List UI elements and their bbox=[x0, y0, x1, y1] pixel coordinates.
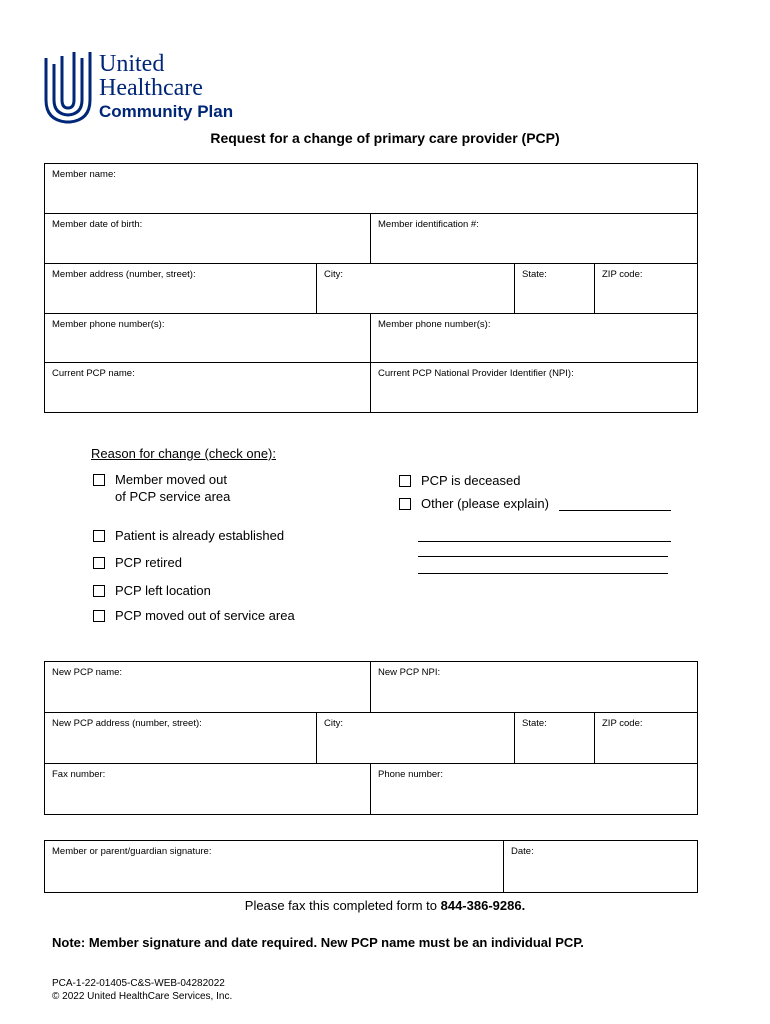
member-city-field[interactable] bbox=[317, 264, 515, 314]
current-pcp-name-label: Current PCP name: bbox=[52, 368, 135, 379]
member-dob-label: Member date of birth: bbox=[52, 219, 143, 230]
date-label: Date: bbox=[511, 846, 534, 857]
member-zip-field[interactable] bbox=[595, 264, 697, 314]
member-address-field[interactable] bbox=[45, 264, 317, 314]
reason-established-label: Patient is already established bbox=[115, 528, 285, 543]
new-pcp-phone-label: Phone number: bbox=[378, 769, 443, 780]
other-explain-line-1[interactable] bbox=[559, 510, 671, 511]
member-state-label: State: bbox=[522, 269, 547, 280]
date-field[interactable] bbox=[504, 841, 697, 892]
reason-deceased-checkbox[interactable] bbox=[399, 472, 521, 489]
footer bbox=[52, 977, 232, 1003]
reason-moved-service-area-checkbox[interactable] bbox=[93, 607, 295, 624]
current-pcp-npi-field[interactable] bbox=[371, 363, 697, 412]
member-phone-label-2: Member phone number(s): bbox=[378, 319, 491, 330]
member-state-field[interactable] bbox=[515, 264, 595, 314]
reason-member-moved-label-1: Member moved out bbox=[115, 472, 227, 487]
checkbox-icon[interactable] bbox=[93, 530, 105, 542]
checkbox-icon[interactable] bbox=[93, 557, 105, 569]
reason-moved-service-area-label: PCP moved out of service area bbox=[115, 608, 295, 623]
member-name-label: Member name: bbox=[52, 169, 116, 180]
fax-instruction bbox=[0, 898, 770, 913]
member-phone-field-2[interactable] bbox=[371, 314, 697, 363]
checkbox-icon[interactable] bbox=[93, 610, 105, 622]
reason-heading: Reason for change (check one): bbox=[91, 446, 276, 461]
new-pcp-npi-label: New PCP NPI: bbox=[378, 667, 441, 678]
member-address-label: Member address (number, street): bbox=[52, 269, 196, 280]
logo-line-healthcare: Healthcare bbox=[99, 75, 203, 101]
new-pcp-table bbox=[44, 661, 698, 815]
reason-established-checkbox[interactable] bbox=[93, 527, 284, 544]
fax-number: 844-386-9286. bbox=[440, 898, 526, 913]
new-pcp-npi-field[interactable] bbox=[371, 662, 697, 713]
reason-retired-checkbox[interactable] bbox=[93, 554, 182, 571]
signature-table bbox=[44, 840, 698, 893]
copyright: © 2022 United HealthCare Services, Inc. bbox=[52, 991, 233, 1002]
new-pcp-name-label: New PCP name: bbox=[52, 667, 123, 678]
reason-deceased-label: PCP is deceased bbox=[421, 473, 521, 488]
checkbox-icon[interactable] bbox=[399, 498, 411, 510]
checkbox-icon[interactable] bbox=[399, 475, 411, 487]
new-pcp-fax-field[interactable] bbox=[45, 764, 371, 814]
new-pcp-city-label: City: bbox=[324, 718, 343, 729]
new-pcp-zip-field[interactable] bbox=[595, 713, 697, 764]
new-pcp-city-field[interactable] bbox=[317, 713, 515, 764]
member-dob-field[interactable] bbox=[45, 214, 371, 264]
member-name-field[interactable] bbox=[45, 164, 697, 214]
fax-instruction-text: Please fax this completed form to bbox=[244, 898, 441, 913]
new-pcp-name-field[interactable] bbox=[45, 662, 371, 713]
reason-other-label: Other (please explain) bbox=[421, 496, 549, 511]
new-pcp-address-label: New PCP address (number, street): bbox=[52, 718, 202, 729]
member-id-label: Member identification #: bbox=[378, 219, 479, 230]
new-pcp-phone-field[interactable] bbox=[371, 764, 697, 814]
other-explain-line-3[interactable] bbox=[418, 556, 668, 557]
checkbox-icon[interactable] bbox=[93, 585, 105, 597]
logo-line-community-plan: Community Plan bbox=[99, 102, 234, 121]
new-pcp-address-field[interactable] bbox=[45, 713, 317, 764]
form-title: Request for a change of primary care provider (PCP) bbox=[210, 130, 560, 146]
member-zip-label: ZIP code: bbox=[602, 269, 643, 280]
reason-other-checkbox[interactable] bbox=[399, 495, 549, 512]
logo-wordmark bbox=[99, 52, 233, 120]
checkbox-icon[interactable] bbox=[93, 474, 105, 486]
reason-retired-label: PCP retired bbox=[115, 555, 182, 570]
new-pcp-zip-label: ZIP code: bbox=[602, 718, 643, 729]
signature-field[interactable] bbox=[45, 841, 504, 892]
reason-left-location-label: PCP left location bbox=[115, 583, 211, 598]
signature-label: Member or parent/guardian signature: bbox=[52, 846, 212, 857]
reason-member-moved-checkbox[interactable] bbox=[93, 471, 230, 505]
member-phone-label-1: Member phone number(s): bbox=[52, 319, 165, 330]
new-pcp-state-label: State: bbox=[522, 718, 547, 729]
logo-line-united: United bbox=[99, 51, 165, 77]
other-explain-line-4[interactable] bbox=[418, 573, 668, 574]
member-phone-field-1[interactable] bbox=[45, 314, 371, 363]
form-code: PCA-1-22-01405-C&S-WEB-04282022 bbox=[52, 978, 225, 989]
reason-left-location-checkbox[interactable] bbox=[93, 582, 211, 599]
reason-member-moved-label-2: of PCP service area bbox=[115, 489, 231, 504]
unitedhealthcare-logo-icon bbox=[44, 50, 92, 124]
member-id-field[interactable] bbox=[371, 214, 697, 264]
member-info-table bbox=[44, 163, 698, 413]
current-pcp-npi-label: Current PCP National Provider Identifier (NPI): bbox=[378, 368, 574, 379]
new-pcp-state-field[interactable] bbox=[515, 713, 595, 764]
other-explain-line-2[interactable] bbox=[418, 541, 671, 542]
current-pcp-name-field[interactable] bbox=[45, 363, 371, 412]
new-pcp-fax-label: Fax number: bbox=[52, 769, 106, 780]
member-city-label: City: bbox=[324, 269, 343, 280]
signature-note: Note: Member signature and date required. New PCP name must be an individual PCP. bbox=[52, 935, 584, 950]
